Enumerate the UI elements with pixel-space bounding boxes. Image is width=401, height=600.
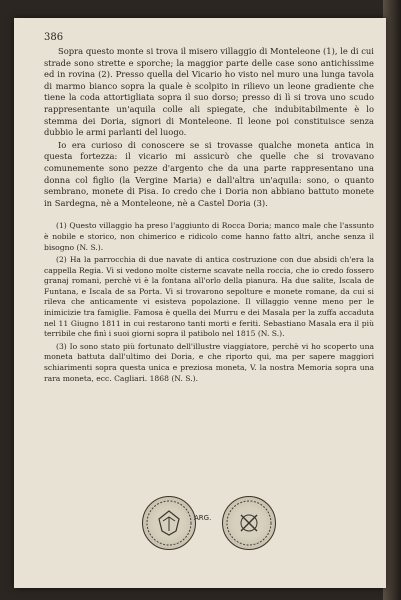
footnote-2: (2) Ha la parrocchia di due navate di antica costruzione con due absidi ch'era la cappella Regia. Vi si vedono molte cisterne scavate nella roccia, che io credo fossero granaj romani, perchè vi è la fontana all'orlo della pianura. Ha due salite, Iscala de Funtana, e Iscala de sa Porta. Vi si trovarono sepolture e monete romane, da cui si rileva che anticamente vi esisteva popolazione. Il villaggio venne meno per le inimicizie tra famiglie. Famosa è quella dei Murru e dei Masala per la zuffa accaduta nel 11 Giugno 1811 in cui restarono tanti morti e feriti. Sebastiano Masala era il più terribile che finì i suoi giorni sopra il patibolo nel 1815 (N. S.). bbox=[44, 255, 374, 339]
footnote-3: (3) Io sono stato più fortunato dell'illustre viaggiatore, perchè vi ho scoperto una moneta battuta dall'ultimo dei Doria, e che riporto qui, ma per sapere maggiori schiarimenti sopra questa unica e preziosa moneta, V. la nostra Memoria sopra una rara moneta, ecc. Cagliari. 1868 (N. S.). bbox=[44, 341, 374, 383]
coin-reverse-image bbox=[222, 496, 276, 550]
page-number: 386 bbox=[44, 32, 64, 43]
book-page bbox=[14, 18, 386, 588]
footnotes bbox=[44, 221, 374, 384]
text-block bbox=[44, 46, 374, 384]
coin-illustration bbox=[132, 492, 282, 556]
coin-obverse-image bbox=[142, 496, 196, 550]
coin-label: ARG. bbox=[194, 514, 212, 522]
footnote-1: (1) Questo villaggio ha preso l'aggiunto di Rocca Doria; manco male che l'assunto è nobile e storico, non chimerico e ridicolo come hanno fatto altri, anche senza il bisogno (N. S.). bbox=[44, 221, 374, 252]
paragraph-2: Io era curioso di conoscere se si trovasse qualche moneta antica in questa fortezza: il vicario mi assicurò che quelle che si trovavano comunemente sono pezze d'argento che da una parte rappresentano una donna col figlio (la Vergine Maria) e dall'altra un'aquila: sono, o quanto sembrano, monete di Pisa. Io credo che i Doria non abbiano battuto monete in Sardegna, nè a Monteleone, nè a Castel Doria (3). bbox=[44, 139, 374, 208]
main-text bbox=[44, 46, 374, 209]
paragraph-1: Sopra questo monte si trova il misero villaggio di Monteleone (1), le di cui strade sono strette e sporche; la maggior parte delle case sono antichissime ed in rovina (2). Presso quella del Vicario ho visto nel muro una lunga tavola di marmo bianco sopra la quale è scolpito in rilievo un leone gradiente che tiene la coda attortigliata sopra il suo dorso; presso di lì si trova uno scudo rappresentante un'aquila colle ali spiegate, che indubitabilmente è lo stemma dei Doria, signori di Monteleone. Il leone poi constituisce senza dubbio le armi parlanti del luogo. bbox=[44, 46, 374, 138]
